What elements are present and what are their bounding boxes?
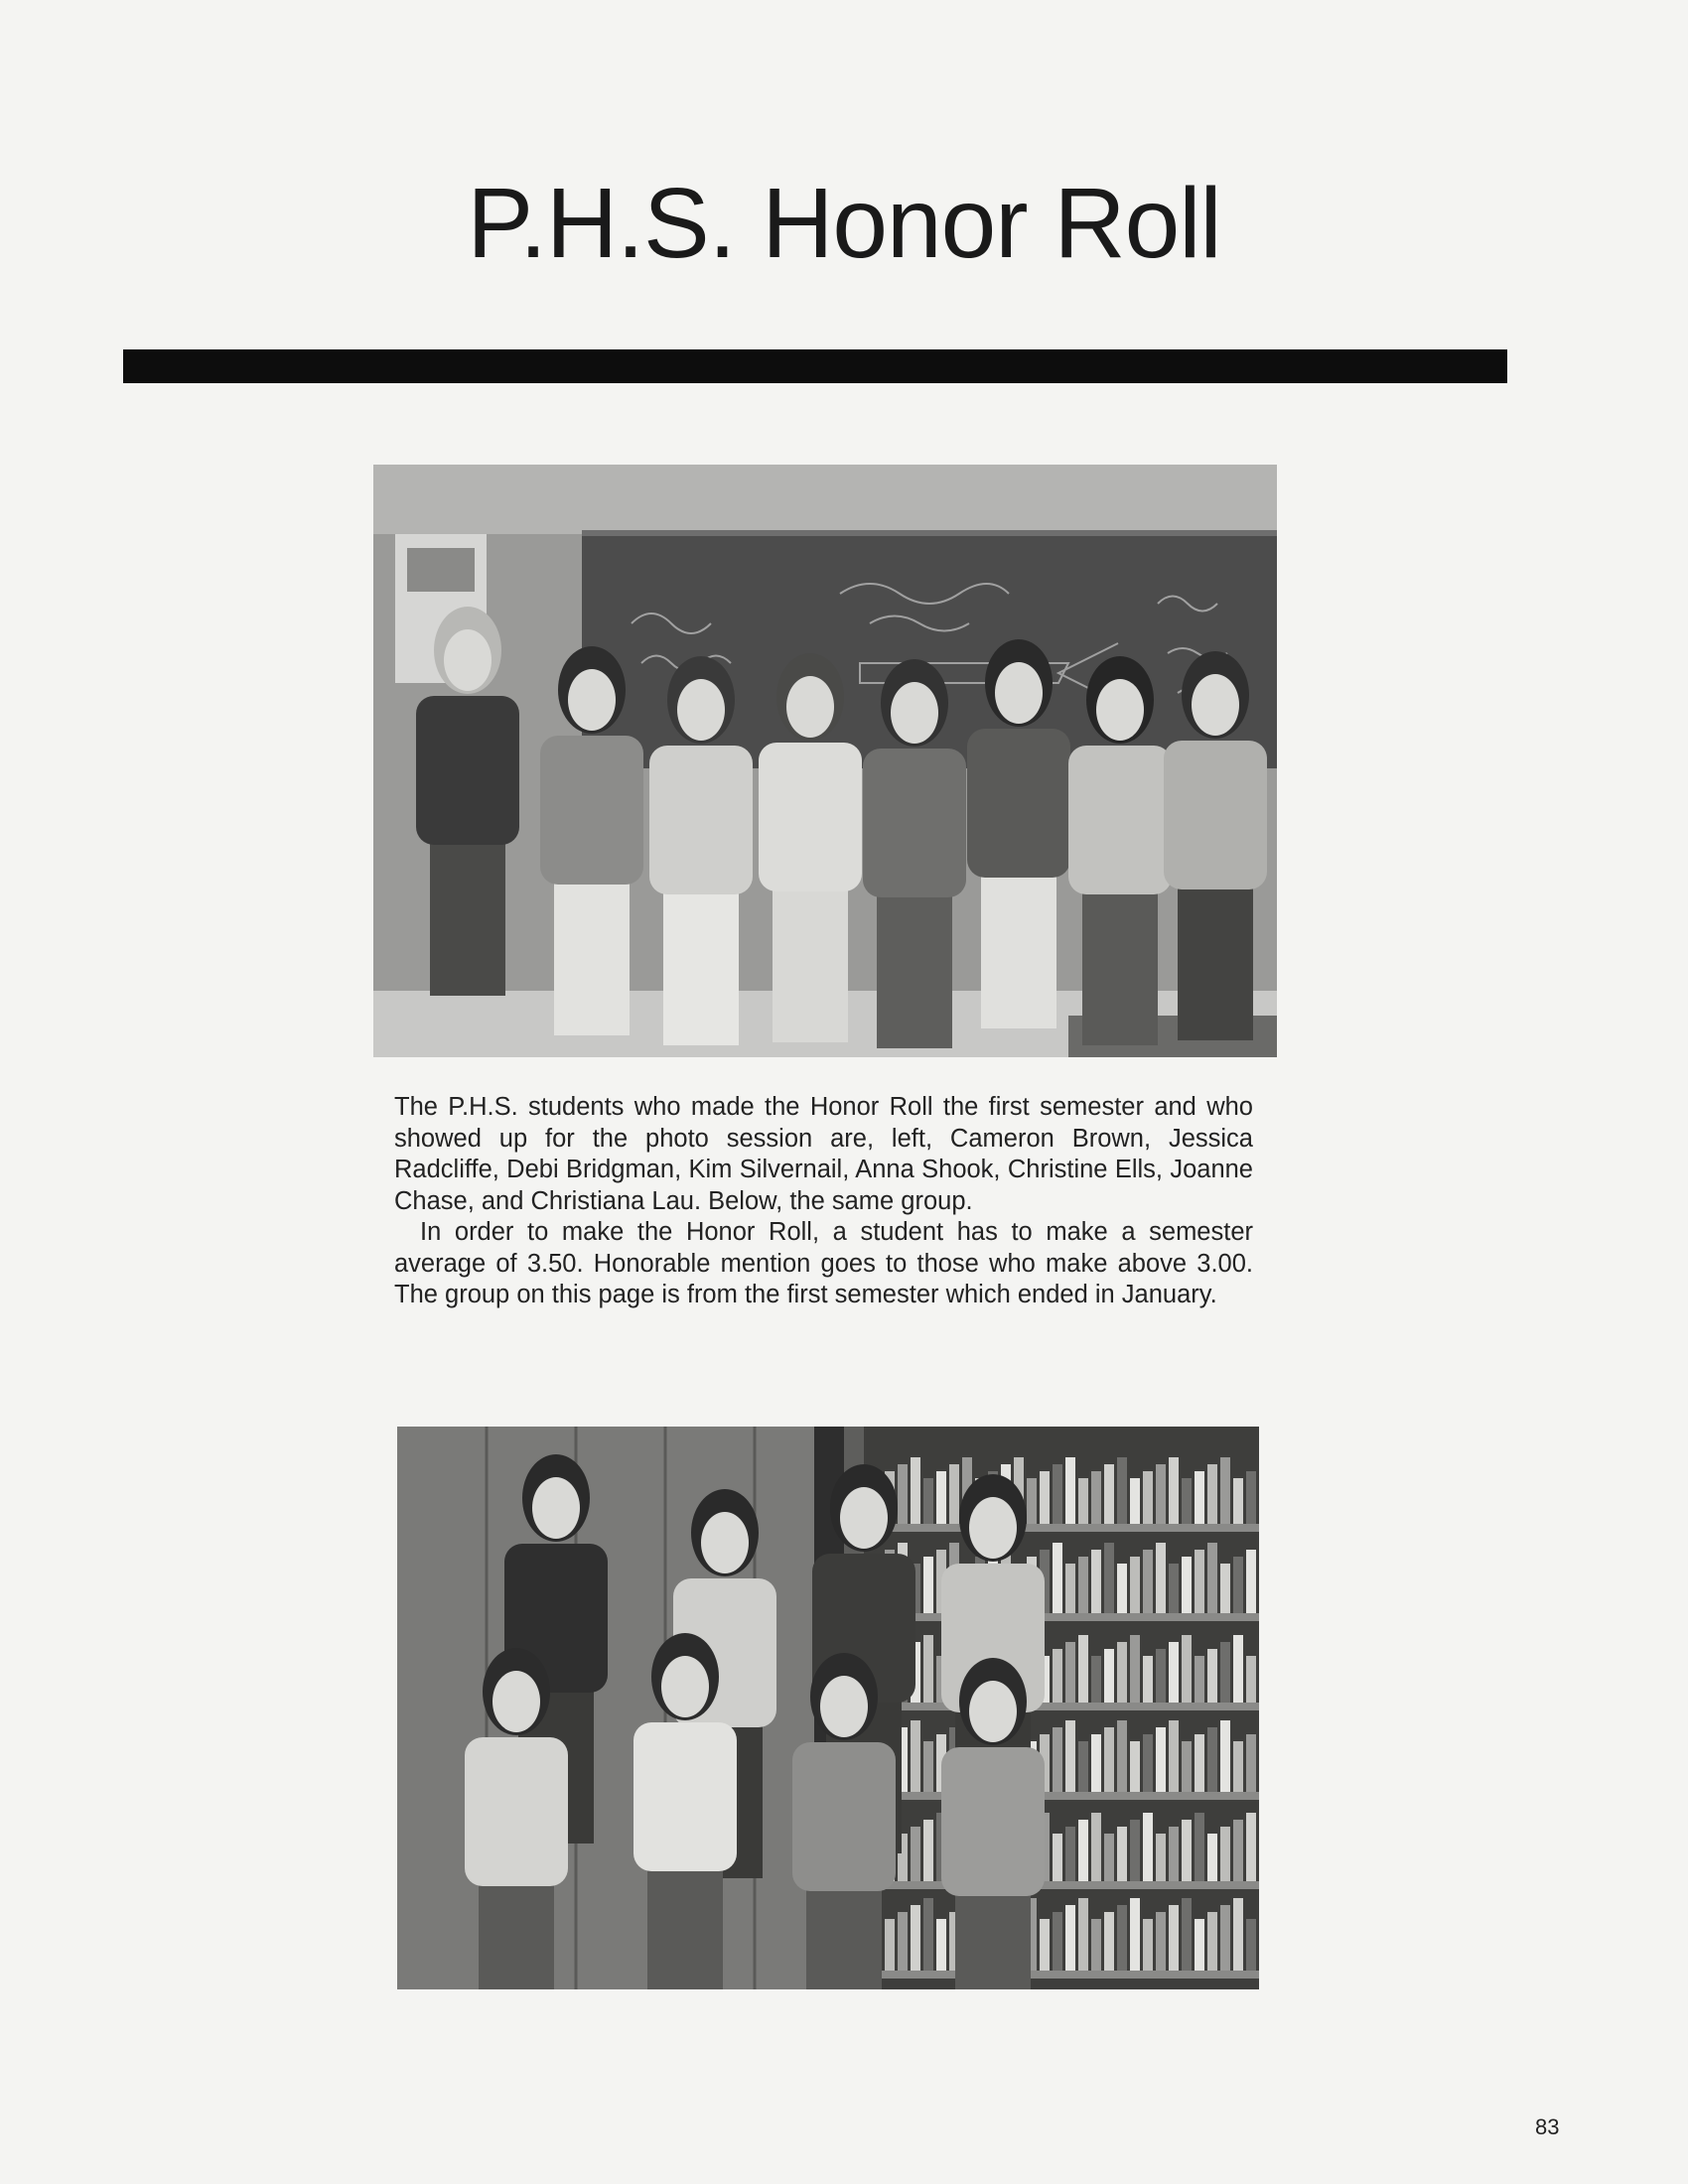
caption-paragraph-2: In order to make the Honor Roll, a student has to make a semester average of 3.50. Honorable mention goes to those who make above 3.00. The group on this page is from the first semester which ended in January. (394, 1218, 1253, 1308)
caption-paragraph-1: The P.H.S. students who made the Honor Roll the first semester and who showed up for the photo session are, left, Cameron Brown, Jessica Radcliffe, Debi Bridgman, Kim Silvernail, Anna Shook, Christine Ells, Joanne Chase, and Christiana Lau. Below, the same group. (394, 1093, 1253, 1215)
title-rule (123, 349, 1507, 383)
photo-caption (394, 1092, 1253, 1311)
page-number: 83 (1535, 2115, 1560, 2139)
honor-roll-photo-standing (373, 465, 1277, 1057)
page-title: P.H.S. Honor Roll (467, 168, 1221, 279)
photo-standing-image (373, 465, 1277, 1057)
honor-roll-photo-seated (397, 1427, 1259, 1989)
photo-seated-image (397, 1427, 1259, 1989)
